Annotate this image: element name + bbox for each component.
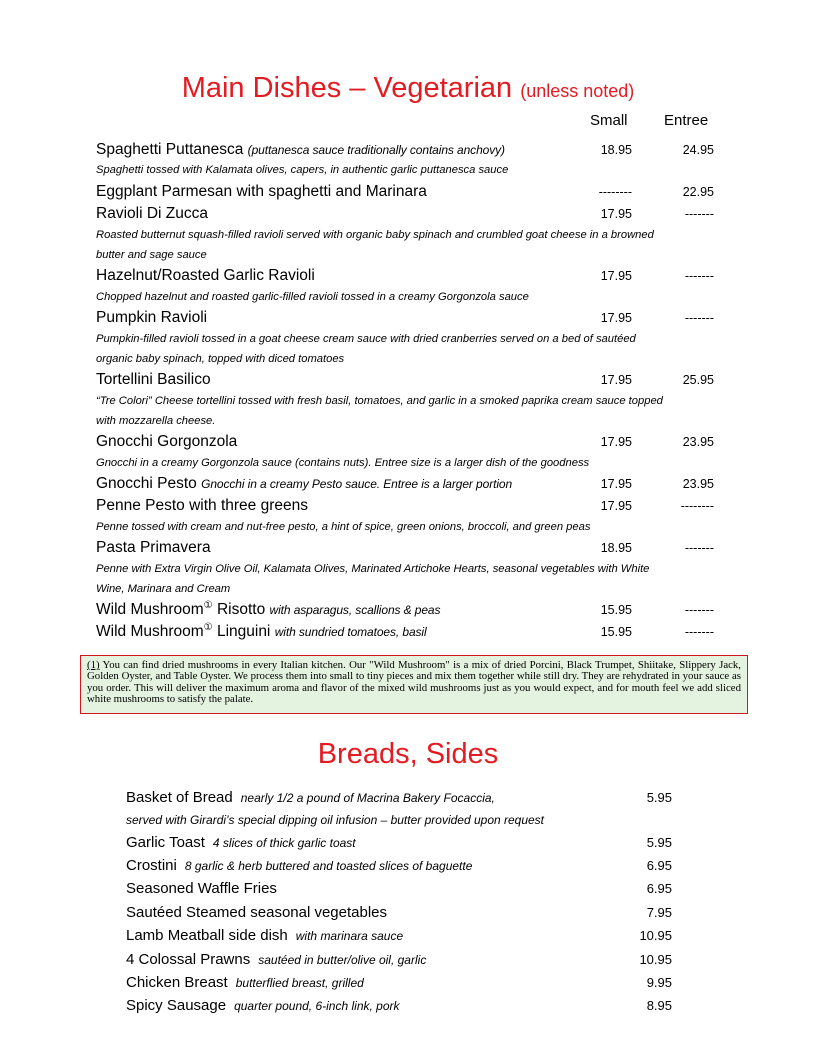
side-row — [126, 789, 672, 811]
dish-name-text: Wild Mushroom — [96, 601, 204, 618]
dish-description: Penne with Extra Virgin Olive Oil, Kalamata Olives, Marinated Artichoke Hearts, seasonal vegetables with White — [96, 563, 650, 575]
footnote-text: You can find dried mushrooms in every Italian kitchen. Our "Wild Mushroom" is a mix of dried Porcini, Black Trumpet, Shiitake, Slippery Jack, Golden Oyster, and Table Oyster. We process them into small to tiny pieces and mix them together while still dry. They are rehydrated in your sauce as you order. This will deliver the maximum aroma and flavor of the mixed wild mushrooms just as you would expect, and for mouth feel we add sliced white mushrooms to satisfy the palate. — [87, 659, 741, 705]
side-row — [126, 997, 672, 1019]
dish-description: Chopped hazelnut and roasted garlic-filled ravioli tossed in a creamy Gorgonzola sauce — [96, 291, 529, 303]
dish-name: Hazelnut/Roasted Garlic Ravioli — [96, 267, 315, 284]
side-price: 9.95 — [646, 975, 672, 990]
dish-price-small: 17.95 — [600, 499, 632, 513]
side-note: quarter pound, 6-inch link, pork — [234, 999, 400, 1013]
dish-row — [96, 205, 716, 227]
side-name-text: Basket of Bread — [126, 789, 233, 806]
main-dishes-title — [0, 72, 816, 105]
dish-description: Gnocchi in a creamy Gorgonzola sauce (contains nuts). Entree size is a larger dish of the goodness — [96, 457, 590, 469]
dish-description: Spaghetti tossed with Kalamata olives, capers, in authentic garlic puttanesca sauce — [96, 164, 509, 176]
dish-price-entree: ------- — [684, 207, 714, 221]
side-price: 7.95 — [646, 905, 672, 920]
dish-name — [96, 475, 512, 493]
dish-price-small: 17.95 — [600, 269, 632, 283]
dish-description: Roasted butternut squash-filled ravioli served with organic baby spinach and crumbled goat cheese in a browned — [96, 229, 654, 241]
dish-row — [96, 309, 716, 331]
dish-name-text: Wild Mushroom — [96, 623, 204, 640]
dish-price-entree: ------- — [684, 603, 714, 617]
dish-row — [96, 433, 716, 455]
dish-price-entree: 24.95 — [682, 143, 714, 157]
main-subtitle: (unless noted) — [520, 81, 635, 101]
dish-description: butter and sage sauce — [96, 249, 207, 261]
side-note: sautéed in butter/olive oil, garlic — [258, 953, 427, 967]
side-price: 5.95 — [646, 835, 672, 850]
dish-description: Penne tossed with cream and nut-free pesto, a hint of spice, green onions, broccoli, and green peas — [96, 521, 591, 533]
dish-price-small: 17.95 — [600, 373, 632, 387]
column-header-entree: Entree — [664, 112, 709, 129]
dish-name-text: Gnocchi Pesto — [96, 475, 197, 492]
dish-price-entree: -------- — [680, 499, 714, 513]
side-price: 8.95 — [646, 998, 672, 1013]
dish-price-entree: 23.95 — [682, 435, 714, 449]
dish-name: Ravioli Di Zucca — [96, 205, 208, 222]
side-note: 4 slices of thick garlic toast — [212, 836, 356, 850]
side-name — [126, 951, 426, 968]
dish-name-rest: Risotto — [212, 601, 266, 618]
side-name — [126, 834, 356, 851]
dish-name-rest: Linguini — [212, 623, 271, 640]
dish-name: Eggplant Parmesan with spaghetti and Marinara — [96, 183, 427, 200]
dish-row — [96, 539, 716, 561]
dish-price-entree: ------- — [684, 625, 714, 639]
dish-price-small: 17.95 — [600, 207, 632, 221]
side-name-text: Chicken Breast — [126, 974, 228, 991]
footnote-marker: (1) — [87, 659, 100, 671]
side-name-text: Spicy Sausage — [126, 997, 227, 1014]
dish-name: Pumpkin Ravioli — [96, 309, 208, 326]
dish-price-entree: 25.95 — [682, 373, 714, 387]
footnote-mark: ① — [203, 621, 213, 633]
side-name — [126, 857, 472, 874]
side-price: 6.95 — [646, 858, 672, 873]
side-name — [126, 974, 364, 991]
side-name-text: 4 Colossal Prawns — [126, 951, 251, 968]
dish-price-entree: 22.95 — [682, 185, 714, 199]
side-name-text: Crostini — [126, 857, 177, 874]
dish-price-small: -------- — [598, 185, 632, 199]
side-row — [126, 834, 672, 856]
side-price: 6.95 — [646, 881, 672, 896]
side-row — [126, 951, 672, 973]
side-name: Seasoned Waffle Fries — [126, 880, 277, 897]
dish-name-text: Spaghetti Puttanesca — [96, 141, 244, 158]
dish-row — [96, 623, 716, 645]
side-note: butterflied breast, grilled — [235, 976, 364, 990]
dish-row — [96, 497, 716, 519]
dish-price-small: 17.95 — [600, 477, 632, 491]
dish-price-small: 18.95 — [600, 541, 632, 555]
footnote-mark: ① — [203, 599, 213, 611]
side-row — [126, 927, 672, 949]
column-header-small: Small — [590, 112, 628, 129]
dish-note: with asparagus, scallions & peas — [269, 603, 441, 617]
dish-note: Gnocchi in a creamy Pesto sauce. Entree is a larger portion — [201, 477, 513, 491]
side-name — [126, 927, 403, 944]
dish-row — [96, 183, 716, 205]
breads-sides-title: Breads, Sides — [317, 738, 499, 770]
dish-row — [96, 601, 716, 623]
side-note: 8 garlic & herb buttered and toasted slices of baguette — [184, 859, 473, 873]
dish-name: Gnocchi Gorgonzola — [96, 433, 238, 450]
dish-row — [96, 371, 716, 393]
dish-row — [96, 475, 716, 497]
side-name-text: Garlic Toast — [126, 834, 205, 851]
dish-name — [96, 601, 440, 619]
main-title-text: Main Dishes – Vegetarian — [181, 72, 513, 104]
side-note: with marinara sauce — [295, 929, 404, 943]
dish-description: with mozzarella cheese. — [96, 415, 216, 427]
side-row — [126, 880, 672, 902]
dish-price-small: 18.95 — [600, 143, 632, 157]
dish-price-entree: 23.95 — [682, 477, 714, 491]
side-price: 10.95 — [639, 952, 672, 967]
dish-price-small: 15.95 — [600, 625, 632, 639]
side-note: nearly 1/2 a pound of Macrina Bakery Focaccia, — [240, 791, 495, 805]
dish-note: with sundried tomatoes, basil — [274, 625, 427, 639]
wild-mushroom-footnote — [80, 655, 748, 714]
side-name-text: Lamb Meatball side dish — [126, 927, 288, 944]
dish-price-small: 17.95 — [600, 311, 632, 325]
dish-price-entree: ------- — [684, 541, 714, 555]
side-name — [126, 789, 495, 806]
dish-price-small: 15.95 — [600, 603, 632, 617]
dish-row — [96, 267, 716, 289]
dish-price-entree: ------- — [684, 311, 714, 325]
side-price: 10.95 — [639, 928, 672, 943]
side-description: served with Girardi’s special dipping oil infusion – butter provided upon request — [126, 813, 545, 827]
dish-name: Tortellini Basilico — [96, 371, 211, 388]
side-name — [126, 997, 400, 1014]
side-name: Sautéed Steamed seasonal vegetables — [126, 904, 388, 921]
dish-description: Pumpkin-filled ravioli tossed in a goat cheese cream sauce with dried cranberries served on a bed of sautéed — [96, 333, 636, 345]
dish-price-small: 17.95 — [600, 435, 632, 449]
side-row — [126, 904, 672, 926]
dish-price-entree: ------- — [684, 269, 714, 283]
dish-name — [96, 141, 505, 159]
side-row — [126, 857, 672, 879]
dish-note: (puttanesca sauce traditionally contains anchovy) — [247, 143, 505, 157]
dish-description: organic baby spinach, topped with diced tomatoes — [96, 353, 345, 365]
dish-description: “Tre Colori” Cheese tortellini tossed with fresh basil, tomatoes, and garlic in a smoked paprika cream sauce topped — [96, 395, 663, 407]
side-price: 5.95 — [646, 790, 672, 805]
dish-name: Penne Pesto with three greens — [96, 497, 308, 514]
dish-name — [96, 623, 427, 641]
dish-description: Wine, Marinara and Cream — [96, 583, 231, 595]
side-row — [126, 974, 672, 996]
dish-name: Pasta Primavera — [96, 539, 211, 556]
